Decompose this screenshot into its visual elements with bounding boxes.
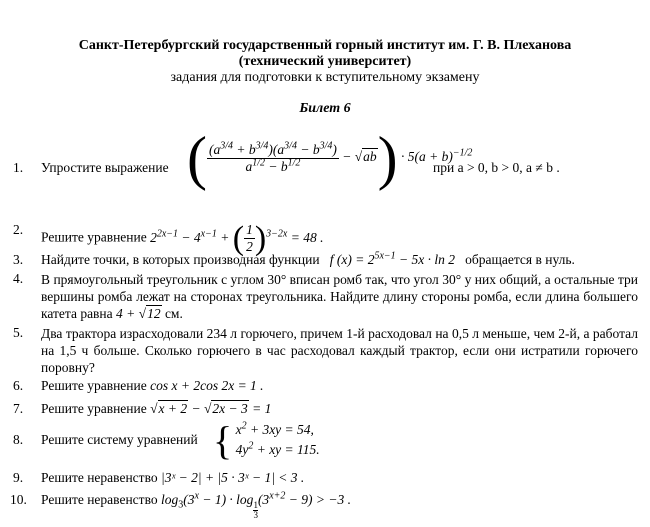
problem-number: 10.: [10, 492, 27, 507]
problem-text: Решите уравнение: [41, 378, 147, 393]
problem-3: [13, 252, 638, 270]
formula-10: $\log_3(3^x - 1) \cdot \log$ $\frac{1}{3}$ $(3^{x+2} - 9) > -3$ .: [160, 490, 351, 520]
formula-1: ( $\frac{(a^{3/4} + b^{3/4})(a^{3/4} - b^{3/4})}{a^{1/2} - b^{1/2}}$ − $√ab) \cdot 5(a + b)^{-1/2}$: [187, 125, 473, 191]
document-header: [0, 38, 650, 86]
problem-number: 5.: [13, 325, 24, 340]
problem-text: В прямоугольный треугольник с углом 30° вписан ромб так, что угол 30° у них общий, а остальные три вершины ромба лежат на сторонах треугольника. Найдите длину стороны ромба, если длина большего катета равна: [41, 272, 638, 321]
problem-5: [13, 325, 638, 377]
problem-text: Упростите выражение: [41, 160, 169, 175]
problem-1: [13, 125, 638, 208]
formula-6: cos x + 2cos 2x = 1 .: [150, 378, 264, 393]
problem-number: 3.: [13, 252, 24, 267]
institute-name: Санкт-Петербургский государственный горный институт им. Г. В. Плеханова: [78, 38, 572, 53]
problem-number: 6.: [13, 378, 24, 393]
institute-subtitle: (технический университет): [238, 54, 412, 69]
problem-text: Решите уравнение: [41, 229, 147, 245]
problem-text: Найдите точки, в которых производная функции: [41, 252, 320, 267]
problem-text: Решите систему уравнений: [41, 432, 198, 447]
problem-condition: при a > 0, b > 0, a ≠ b .: [433, 160, 560, 175]
problem-text: Решите неравенство: [41, 492, 158, 507]
ticket-title: Билет 6: [299, 101, 351, 116]
problem-tail: см.: [164, 306, 183, 321]
problem-number: 7.: [13, 401, 24, 416]
problem-9: [13, 470, 638, 488]
problem-7: [13, 399, 638, 419]
problem-number: 1.: [13, 160, 24, 175]
problem-number: 8.: [13, 432, 24, 447]
problem-6: [13, 378, 638, 396]
formula-7: √x + 2 − √2x − 3 = 1: [150, 401, 272, 416]
problem-number: 2.: [13, 222, 24, 237]
problem-text: Решите уравнение: [41, 401, 147, 416]
problem-8: [13, 420, 638, 462]
problem-10: [10, 490, 638, 526]
formula-8: { $x^2 + 3xy = 54$, $4y^2$ + xy = 115.: [213, 418, 320, 463]
formula-9: |3ˣ − 2| + |5 · 3ˣ − 1| < 3 .: [160, 470, 305, 485]
problem-tail: обращается в нуль.: [465, 252, 575, 267]
formula-2: $2^{2x-1} - 4^{x-1}$ + ( $\frac{1}{2}$ )$^{3-2x}$ = 48 .: [150, 219, 324, 257]
problem-number: 9.: [13, 470, 24, 485]
problem-text: Решите неравенство: [41, 470, 158, 485]
formula-4: 4 + √12: [116, 306, 161, 321]
problem-2: [13, 218, 638, 257]
problem-4: [13, 271, 638, 323]
problem-text: Два трактора израсходовали 234 л горючего, причем 1-й расходовал на 0,5 л меньше, чем 2-й, а работал на 1,5 ч больше. Сколько горючего в час расходовал каждый трактор, если они истратили горючего поровну?: [41, 326, 638, 375]
document-purpose: задания для подготовки к вступительному экзамену: [170, 70, 480, 85]
formula-3: f $(x) = 2^{5x-1} - 5x \cdot \ln 2$: [322, 250, 462, 267]
problem-number: 4.: [13, 271, 24, 286]
